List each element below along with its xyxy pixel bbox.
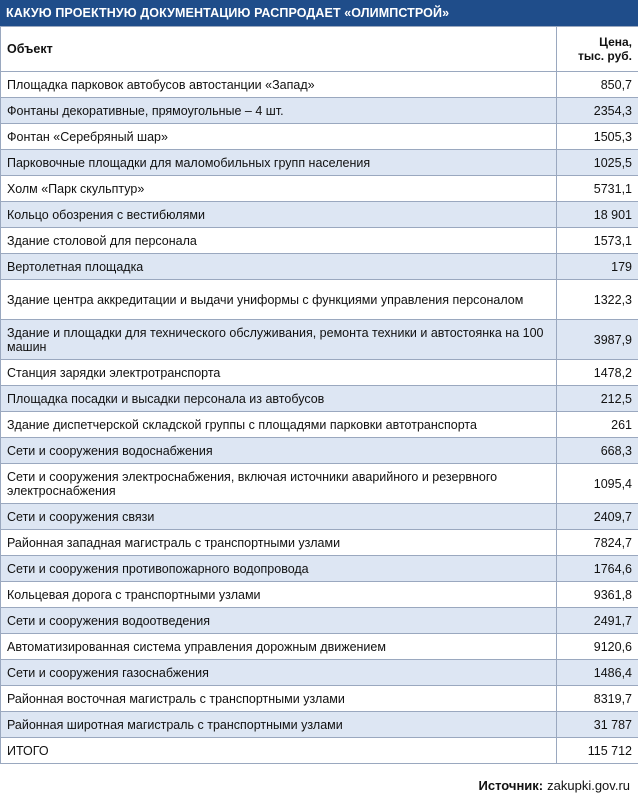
row-object: Здание центра аккредитации и выдачи униформы с функциями управления персоналом — [1, 280, 557, 320]
row-object: Районная восточная магистраль с транспортными узлами — [1, 686, 557, 712]
row-price: 1025,5 — [557, 150, 638, 176]
table-row — [1, 504, 638, 530]
table-row — [1, 124, 638, 150]
table-row — [1, 556, 638, 582]
table-row — [1, 712, 638, 738]
column-header-price-line1: Цена, — [599, 35, 632, 49]
row-object: Сети и сооружения водоснабжения — [1, 438, 557, 464]
row-price: 31 787 — [557, 712, 638, 738]
row-price: 1764,6 — [557, 556, 638, 582]
column-header-object: Объект — [1, 27, 557, 72]
table-row — [1, 360, 638, 386]
table-header-row — [1, 27, 638, 72]
row-object: Станция зарядки электротранспорта — [1, 360, 557, 386]
row-object: ИТОГО — [1, 738, 557, 764]
price-table-container — [0, 26, 638, 764]
table-row — [1, 530, 638, 556]
table-row — [1, 280, 638, 320]
row-price: 212,5 — [557, 386, 638, 412]
table-row — [1, 150, 638, 176]
row-price: 1478,2 — [557, 360, 638, 386]
row-price: 2491,7 — [557, 608, 638, 634]
table-title: КАКУЮ ПРОЕКТНУЮ ДОКУМЕНТАЦИЮ РАСПРОДАЕТ «ОЛИМПСТРОЙ» — [0, 0, 638, 26]
table-row — [1, 202, 638, 228]
row-price: 115 712 — [557, 738, 638, 764]
table-row — [1, 412, 638, 438]
row-price: 5731,1 — [557, 176, 638, 202]
table-row — [1, 438, 638, 464]
table-row — [1, 320, 638, 360]
row-price: 3987,9 — [557, 320, 638, 360]
row-object: Фонтаны декоративные, прямоугольные – 4 шт. — [1, 98, 557, 124]
table-total-row — [1, 738, 638, 764]
row-price: 850,7 — [557, 72, 638, 98]
row-object: Районная западная магистраль с транспортными узлами — [1, 530, 557, 556]
row-price: 1322,3 — [557, 280, 638, 320]
table-row — [1, 608, 638, 634]
row-price: 9361,8 — [557, 582, 638, 608]
table-row — [1, 176, 638, 202]
row-price: 9120,6 — [557, 634, 638, 660]
row-object: Здание и площадки для технического обслуживания, ремонта техники и автостоянка на 100 машин — [1, 320, 557, 360]
table-row — [1, 254, 638, 280]
source-label: Источник: — [478, 777, 544, 793]
row-price: 179 — [557, 254, 638, 280]
row-price: 261 — [557, 412, 638, 438]
row-object: Холм «Парк скульптур» — [1, 176, 557, 202]
row-object: Вертолетная площадка — [1, 254, 557, 280]
table-row — [1, 582, 638, 608]
row-object: Фонтан «Серебряный шар» — [1, 124, 557, 150]
row-price: 8319,7 — [557, 686, 638, 712]
table-body — [1, 72, 638, 764]
row-object: Сети и сооружения связи — [1, 504, 557, 530]
row-object: Парковочные площадки для маломобильных групп населения — [1, 150, 557, 176]
source-note — [0, 770, 638, 800]
row-price: 2354,3 — [557, 98, 638, 124]
price-table — [0, 26, 638, 764]
row-price: 1486,4 — [557, 660, 638, 686]
row-object: Сети и сооружения электроснабжения, включая источники аварийного и резервного электроснабжения — [1, 464, 557, 504]
row-price: 18 901 — [557, 202, 638, 228]
table-row — [1, 686, 638, 712]
table-row — [1, 98, 638, 124]
column-header-price-line2: тыс. руб. — [577, 49, 632, 63]
row-object: Здание диспетчерской складской группы с площадями парковки автотранспорта — [1, 412, 557, 438]
row-price: 668,3 — [557, 438, 638, 464]
row-object: Здание столовой для персонала — [1, 228, 557, 254]
row-price: 1095,4 — [557, 464, 638, 504]
row-object: Сети и сооружения противопожарного водопровода — [1, 556, 557, 582]
row-object: Сети и сооружения газоснабжения — [1, 660, 557, 686]
row-price: 2409,7 — [557, 504, 638, 530]
table-row — [1, 634, 638, 660]
row-object: Площадка парковок автобусов автостанции «Запад» — [1, 72, 557, 98]
table-row — [1, 464, 638, 504]
row-price: 1505,3 — [557, 124, 638, 150]
row-object: Кольцо обозрения с вестибюлями — [1, 202, 557, 228]
source-value: zakupki.gov.ru — [547, 777, 630, 793]
table-row — [1, 228, 638, 254]
row-object: Автоматизированная система управления дорожным движением — [1, 634, 557, 660]
row-object: Кольцевая дорога с транспортными узлами — [1, 582, 557, 608]
row-object: Районная широтная магистраль с транспортными узлами — [1, 712, 557, 738]
table-row — [1, 386, 638, 412]
row-price: 1573,1 — [557, 228, 638, 254]
column-header-price — [557, 27, 638, 72]
row-price: 7824,7 — [557, 530, 638, 556]
table-row — [1, 72, 638, 98]
table-row — [1, 660, 638, 686]
row-object: Площадка посадки и высадки персонала из автобусов — [1, 386, 557, 412]
row-object: Сети и сооружения водоотведения — [1, 608, 557, 634]
